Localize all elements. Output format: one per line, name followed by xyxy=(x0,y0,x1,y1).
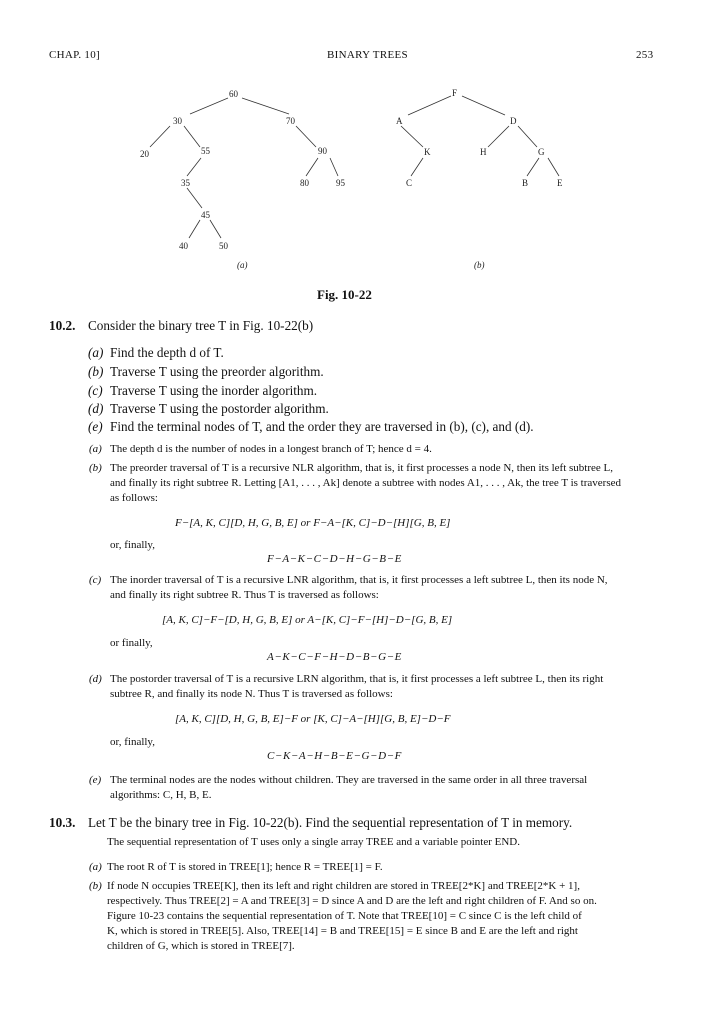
tree-b-label: (b) xyxy=(474,260,485,270)
edge xyxy=(462,96,505,115)
answer-text: as follows: xyxy=(110,492,158,504)
edge xyxy=(548,158,559,176)
tree-node: 45 xyxy=(201,210,210,220)
tree-node: 30 xyxy=(173,116,182,126)
edge xyxy=(488,126,509,147)
problem-question: Consider the binary tree T in Fig. 10-22(b) xyxy=(88,318,314,333)
answer-text: K, which is stored in TREE[5]. Also, TREE[14] = B and TREE[15] = E since B and E are the left and right xyxy=(107,925,578,937)
answer-text: and finally its right subtree R. Letting [A1, . . . , Ak] denote a subtree with nodes A1, . . . , Ak, the tree T is traversed xyxy=(110,477,621,489)
answer-text: The depth d is the number of nodes in a longest branch of T; hence d = 4. xyxy=(110,443,432,455)
edge xyxy=(190,98,228,114)
answer-text: or, finally, xyxy=(110,539,155,551)
answer-text: If node N occupies TREE[K], then its left and right children are stored in TREE[2*K] and TREE[2*K + 1], xyxy=(107,880,580,892)
answer-text: or, finally, xyxy=(110,736,155,748)
tree-node: A xyxy=(396,116,403,126)
answer-text: Figure 10-23 contains the sequential representation of T. Note that TREE[10] = C since C is the left child of xyxy=(107,910,582,922)
running-header-title: BINARY TREES xyxy=(327,49,408,61)
answer-label: (c) xyxy=(89,574,102,586)
answer-text: The postorder traversal of T is a recursive LRN algorithm, that is, it first processes a left subtree L, then its right xyxy=(110,673,604,685)
tree-node: 35 xyxy=(181,178,190,188)
tree-node: G xyxy=(538,147,545,157)
tree-node: D xyxy=(510,116,517,126)
problem-number: 10.3. xyxy=(49,815,76,830)
tree-node: 55 xyxy=(201,146,210,156)
answer-text: subtree R, and finally its node N. Thus T is traversed as follows: xyxy=(110,688,393,700)
part-text: Traverse T using the preorder algorithm. xyxy=(110,364,324,379)
tree-node: F xyxy=(452,88,458,98)
part-label: (b) xyxy=(88,364,104,379)
edge xyxy=(401,126,423,147)
page-number: 253 xyxy=(636,49,654,61)
part-label: (a) xyxy=(88,345,104,360)
edge xyxy=(296,126,316,147)
tree-a-label: (a) xyxy=(237,260,248,270)
edge xyxy=(187,158,201,176)
tree-node: H xyxy=(480,147,487,157)
running-header-chapter: CHAP. 10] xyxy=(49,49,100,61)
answer-text: and finally its right subtree R. Thus T is traversed as follows: xyxy=(110,589,379,601)
answer-text: children of G, which is stored in TREE[7]. xyxy=(107,940,295,952)
tree-node: B xyxy=(522,178,529,188)
tree-node: 80 xyxy=(300,178,309,188)
figure-10-22 xyxy=(0,0,703,300)
formula: C−K−A−H−B−E−G−D−F xyxy=(267,750,402,762)
tree-node: K xyxy=(424,147,431,157)
edge xyxy=(242,98,289,114)
problem-question: Let T be the binary tree in Fig. 10-22(b). Find the sequential representation of T in memory. xyxy=(88,815,573,830)
tree-node: 95 xyxy=(336,178,345,188)
answer-text: The sequential representation of T uses only a single array TREE and a variable pointer END. xyxy=(107,836,520,848)
tree-node: 40 xyxy=(179,241,188,251)
edge xyxy=(411,158,423,176)
tree-node: 70 xyxy=(286,116,295,126)
answer-text: The inorder traversal of T is a recursive LNR algorithm, that is, it first processes a left subtree L, then its node N, xyxy=(110,574,608,586)
tree-node: 20 xyxy=(140,149,149,159)
edge xyxy=(518,126,537,147)
edge xyxy=(150,126,170,147)
tree-node: 90 xyxy=(318,146,327,156)
edge xyxy=(330,158,338,176)
edge xyxy=(187,188,202,208)
answer-label: (d) xyxy=(89,673,102,685)
answer-label: (e) xyxy=(89,774,102,786)
answer-text: The terminal nodes are the nodes without children. They are traversed in the same order in all three traversal xyxy=(110,774,588,786)
formula: A−K−C−F−H−D−B−G−E xyxy=(267,651,402,663)
part-text: Find the terminal nodes of T, and the order they are traversed in (b), (c), and (d). xyxy=(110,419,534,434)
edge xyxy=(306,158,318,176)
answer-label: (b) xyxy=(89,880,102,892)
edge xyxy=(189,220,200,238)
edge xyxy=(408,96,451,115)
edge xyxy=(210,220,221,238)
part-label: (c) xyxy=(88,383,103,398)
part-text: Traverse T using the inorder algorithm. xyxy=(110,383,318,398)
formula: F−[A, K, C][D, H, G, B, E] or F−A−[K, C]−D−[H][G, B, E] xyxy=(175,517,451,529)
edge xyxy=(527,158,539,176)
answer-label: (a) xyxy=(89,861,102,873)
part-label: (d) xyxy=(88,401,104,416)
tree-node: 50 xyxy=(219,241,228,251)
formula: [A, K, C]−F−[D, H, G, B, E] or A−[K, C]−F−[H]−D−[G, B, E] xyxy=(162,614,453,626)
answer-text: algorithms: C, H, B, E. xyxy=(110,789,212,801)
answer-text: or finally, xyxy=(110,637,153,649)
formula: [A, K, C][D, H, G, B, E]−F or [K, C]−A−[H][G, B, E]−D−F xyxy=(175,713,451,725)
problem-number: 10.2. xyxy=(49,318,76,333)
tree-node: E xyxy=(557,178,563,188)
formula: F−A−K−C−D−H−G−B−E xyxy=(267,553,402,565)
part-text: Traverse T using the postorder algorithm. xyxy=(110,401,329,416)
answer-text: respectively. Thus TREE[2] = A and TREE[3] = D since A and D are the left and right children of F. And so on. xyxy=(107,895,597,907)
answer-label: (a) xyxy=(89,443,102,455)
part-label: (e) xyxy=(88,419,103,434)
figure-caption: Fig. 10-22 xyxy=(317,287,372,302)
tree-node: C xyxy=(406,178,413,188)
edge xyxy=(184,126,200,147)
answer-text: The preorder traversal of T is a recursive NLR algorithm, that is, it first processes a node N, then its left subtree L, xyxy=(110,462,614,474)
answer-text: The root R of T is stored in TREE[1]; hence R = TREE[1] = F. xyxy=(107,861,383,873)
tree-node: 60 xyxy=(229,89,238,99)
part-text: Find the depth d of T. xyxy=(110,345,224,360)
answer-label: (b) xyxy=(89,462,102,474)
